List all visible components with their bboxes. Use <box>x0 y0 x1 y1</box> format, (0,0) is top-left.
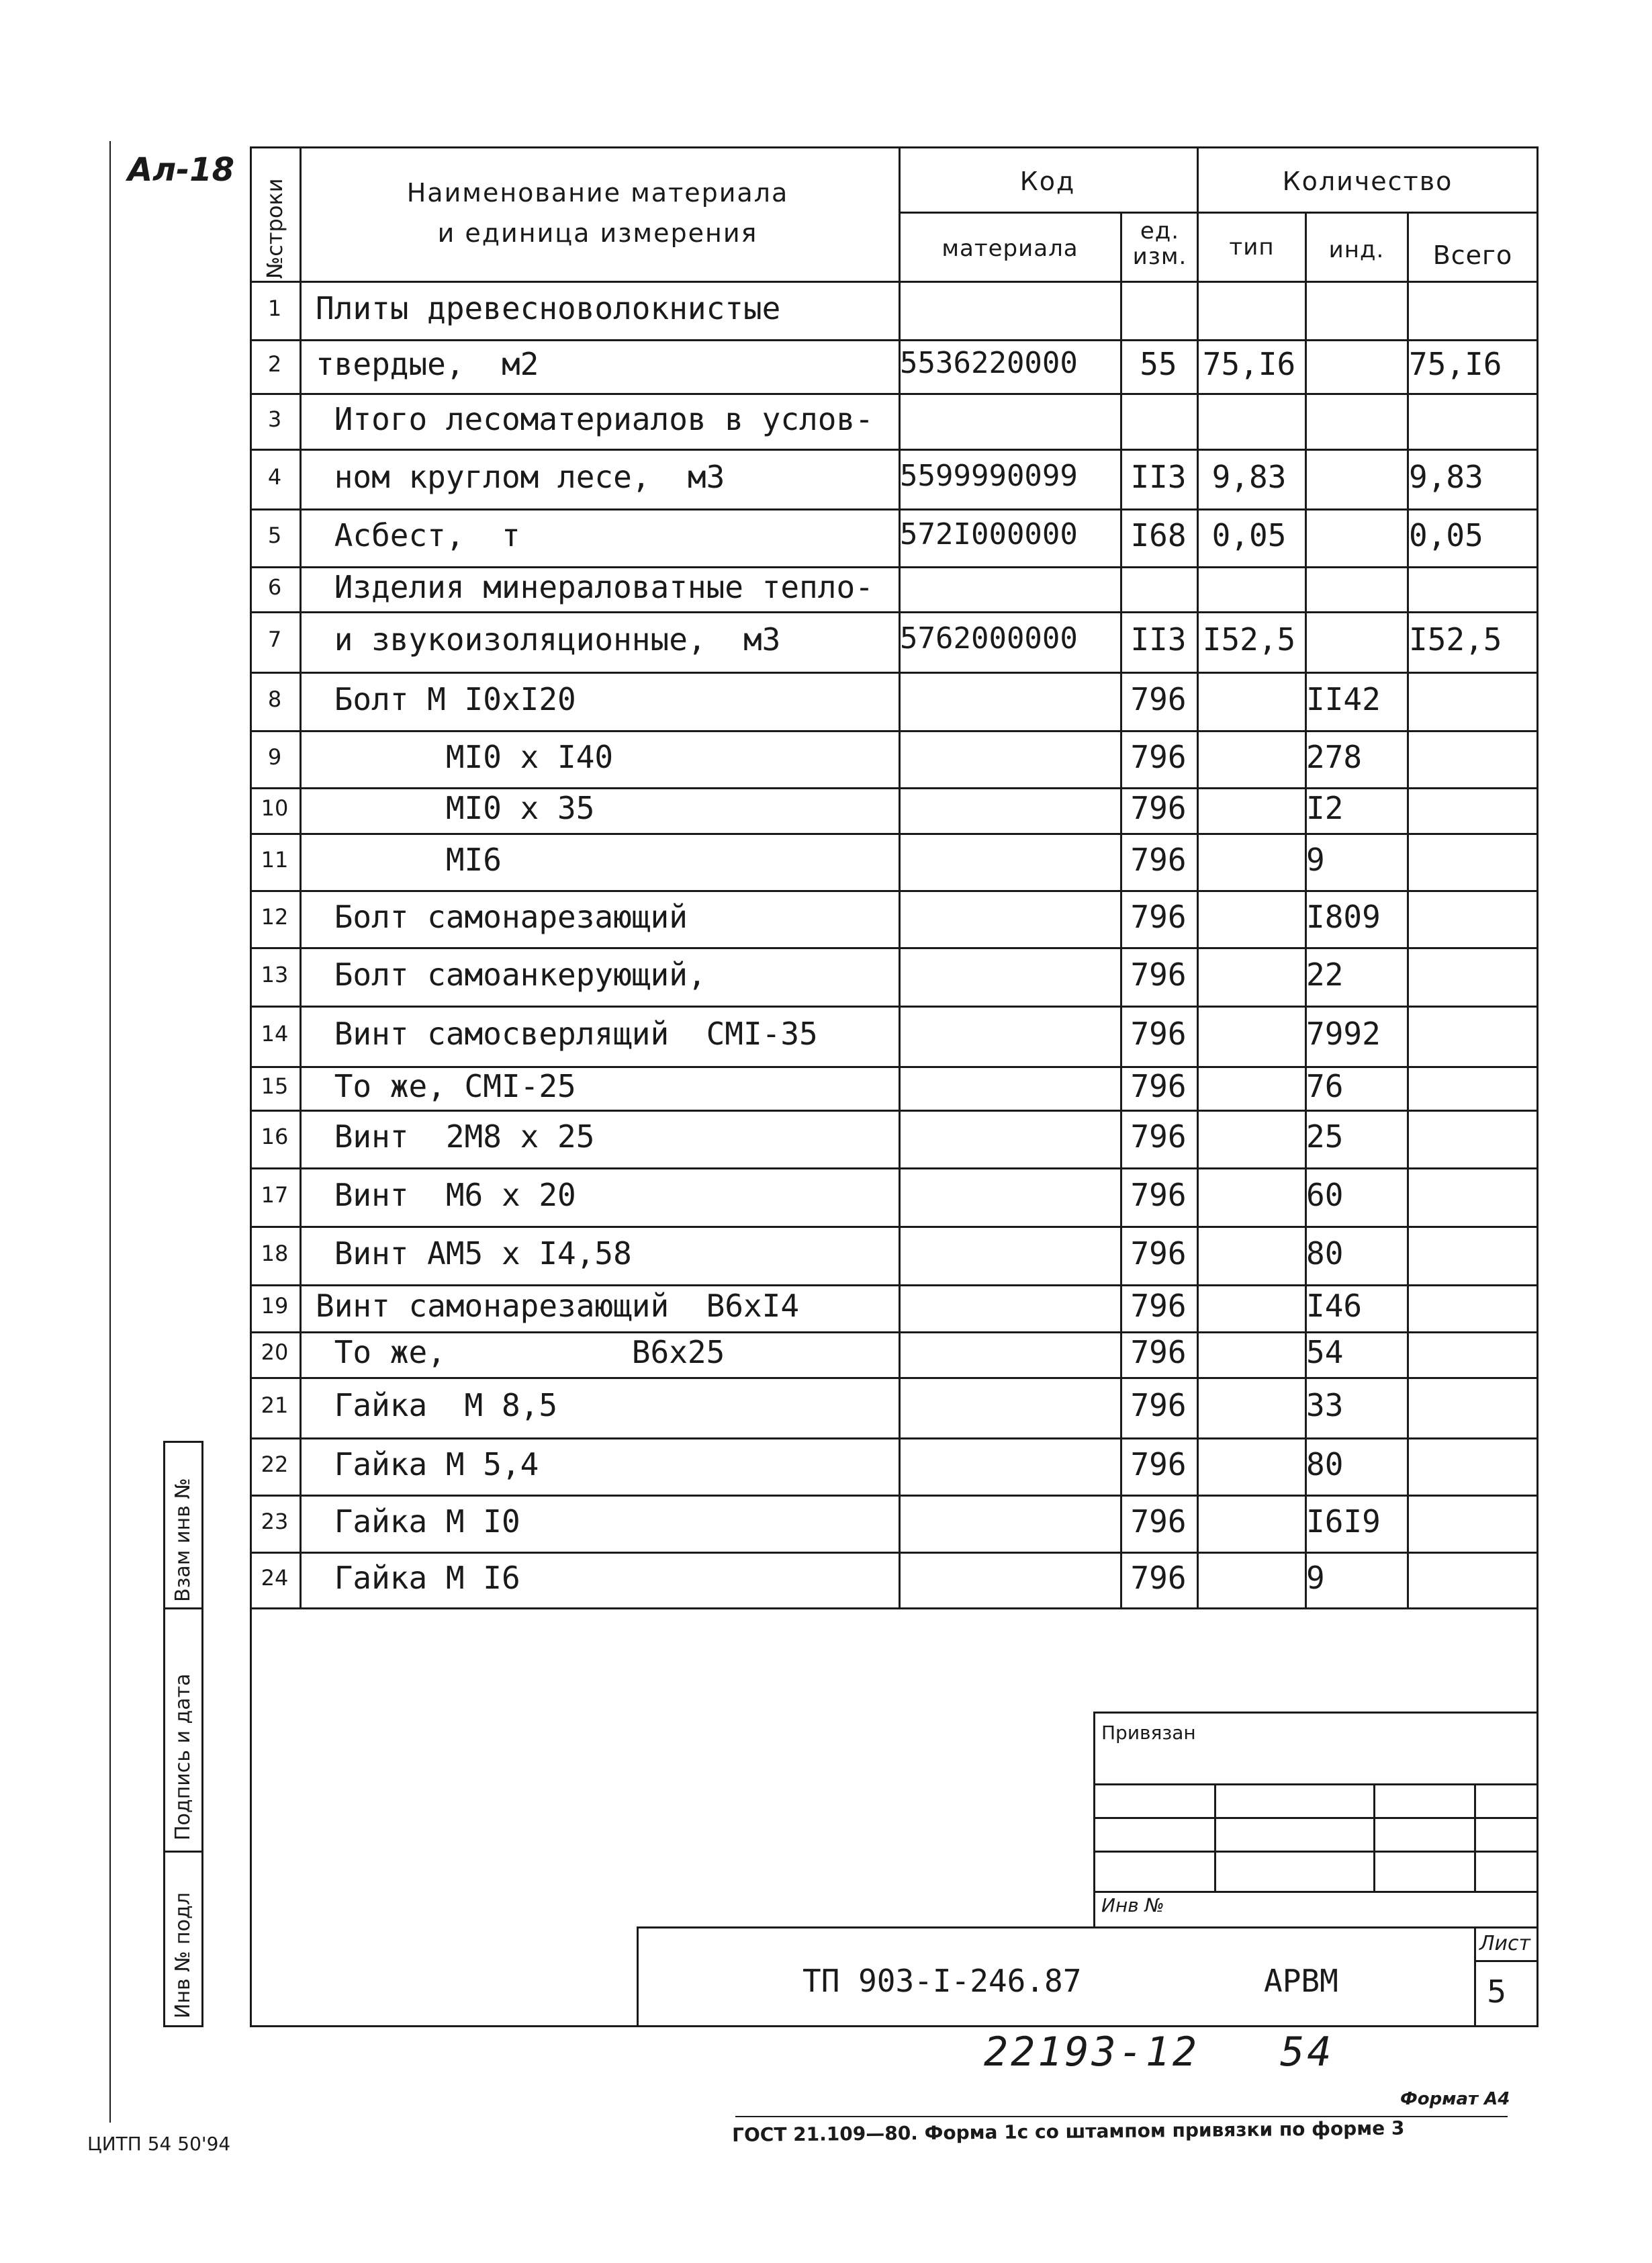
unit-code: 796 <box>1130 681 1187 717</box>
unit-code: 55 <box>1140 346 1177 382</box>
unit-code: I68 <box>1130 517 1187 553</box>
qty-individual: 60 <box>1306 1177 1344 1213</box>
material-code: 5762000000 <box>900 621 1078 656</box>
unit-code: 796 <box>1130 957 1187 993</box>
unit-code: 796 <box>1130 1068 1187 1104</box>
unit-code: 796 <box>1130 1334 1187 1370</box>
privyazan-label: Привязан <box>1101 1722 1196 1744</box>
material-name: ном круглом лесе, м3 <box>316 459 725 495</box>
qty-individual: 22 <box>1306 957 1344 993</box>
col-qty-ind-header: инд. <box>1328 236 1385 263</box>
row-number: 24 <box>261 1565 289 1591</box>
material-name: Винт самосверлящий СМI-35 <box>316 1016 818 1052</box>
qty-individual: 54 <box>1306 1334 1344 1370</box>
row-divider <box>250 947 1538 949</box>
material-name: То же, В6x25 <box>316 1334 725 1370</box>
qty-individual: II42 <box>1306 681 1381 717</box>
unit-code: 796 <box>1130 1235 1187 1272</box>
material-name: Болт самонарезающий <box>316 899 688 935</box>
row-divider <box>250 890 1538 892</box>
row-divider <box>250 339 1538 341</box>
col-code-material-header: материала <box>942 235 1079 262</box>
list-label: Лист <box>1479 1932 1531 1955</box>
row-number: 8 <box>267 686 282 712</box>
material-name: Асбест, т <box>316 517 520 553</box>
material-name: Гайка М 8,5 <box>316 1387 558 1423</box>
material-name: Плиты древесноволокнистые <box>316 290 781 326</box>
row-divider <box>250 1377 1538 1379</box>
inv-no-label: Инв № <box>1101 1894 1164 1916</box>
unit-code: II3 <box>1130 621 1187 658</box>
row-divider <box>250 1167 1538 1169</box>
qty-individual: 9 <box>1306 1560 1325 1596</box>
qty-total: 0,05 <box>1409 517 1483 553</box>
material-name: МI0 x I40 <box>316 739 614 775</box>
row-divider <box>250 1552 1538 1554</box>
row-number: 15 <box>261 1073 289 1099</box>
material-name: твердые, м2 <box>316 346 539 382</box>
format-label: Формат А4 <box>1400 2089 1510 2109</box>
unit-code: 796 <box>1130 790 1187 826</box>
row-number: 21 <box>261 1392 289 1418</box>
material-name: МI0 x 35 <box>316 790 595 826</box>
row-number: 3 <box>267 406 282 432</box>
album-number <box>984 2029 1334 2076</box>
row-divider <box>250 672 1538 674</box>
unit-code: 796 <box>1130 1016 1187 1052</box>
row-number: 16 <box>261 1124 289 1149</box>
unit-code: 796 <box>1130 1503 1187 1540</box>
row-number: 10 <box>261 795 289 821</box>
row-divider <box>250 566 1538 568</box>
row-number: 2 <box>267 351 282 377</box>
unit-code: 796 <box>1130 1446 1187 1482</box>
row-divider <box>250 508 1538 511</box>
corner-mark: Ал-18 <box>128 151 235 189</box>
footer-right: ГОСТ 21.109—80. Форма 1с со штампом привязки по форме 3 <box>732 2117 1405 2146</box>
row-number: 9 <box>267 744 282 770</box>
doc-mark: АРВМ <box>1264 1963 1338 1999</box>
unit-code: 796 <box>1130 739 1187 775</box>
unit-code: 796 <box>1130 842 1187 878</box>
row-divider <box>250 1226 1538 1228</box>
unit-code: 796 <box>1130 1560 1187 1596</box>
qty-individual: 9 <box>1306 842 1325 878</box>
left-margin-line <box>109 141 111 2123</box>
vzam-inv-label: Взам инв № <box>171 1478 195 1602</box>
row-divider <box>250 1331 1538 1333</box>
material-name: Гайка М 5,4 <box>316 1446 539 1482</box>
col-qty-group-header: Количество <box>1282 167 1453 196</box>
row-number: 12 <box>261 904 289 930</box>
row-number: 22 <box>261 1452 289 1477</box>
col-code-group-header: Код <box>1019 167 1076 196</box>
unit-code: 796 <box>1130 1177 1187 1213</box>
row-number: 7 <box>267 627 282 652</box>
material-name: Винт самонарезающий В6xI4 <box>316 1288 800 1324</box>
row-number: 23 <box>261 1509 289 1534</box>
row-divider <box>250 1006 1538 1008</box>
row-divider <box>250 1110 1538 1112</box>
row-number: 14 <box>261 1021 289 1047</box>
row-number: 13 <box>261 962 289 987</box>
row-number: 19 <box>261 1293 289 1319</box>
row-number: 5 <box>267 523 282 548</box>
podpis-data-label: Подпись и дата <box>171 1673 195 1840</box>
unit-code: 796 <box>1130 1288 1187 1324</box>
row-number: 18 <box>261 1241 289 1266</box>
row-divider <box>250 611 1538 613</box>
col-row-number-header: №строки <box>262 178 287 279</box>
material-name: Винт АМ5 x I4,58 <box>316 1235 632 1272</box>
qty-individual: I6I9 <box>1306 1503 1381 1540</box>
col-qty-type-header: тип <box>1229 234 1275 261</box>
row-divider <box>250 393 1538 395</box>
material-code: 5599990099 <box>900 459 1078 493</box>
material-name: Гайка М I6 <box>316 1560 520 1596</box>
row-divider <box>250 449 1538 451</box>
row-divider <box>250 1437 1538 1439</box>
unit-code: 796 <box>1130 899 1187 935</box>
col-name-header-line1: Наименование материала <box>406 178 789 208</box>
row-divider <box>250 730 1538 732</box>
material-name: Винт М6 x 20 <box>316 1177 576 1213</box>
qty-type: I52,5 <box>1202 621 1296 658</box>
material-name: Болт самоанкерующий, <box>316 957 706 993</box>
qty-individual: 7992 <box>1306 1016 1381 1052</box>
row-divider <box>250 1495 1538 1497</box>
qty-individual: 25 <box>1306 1118 1344 1155</box>
material-name: Винт 2М8 x 25 <box>316 1118 595 1155</box>
material-name: Болт М I0xI20 <box>316 681 576 717</box>
qty-individual: I46 <box>1306 1288 1363 1324</box>
material-name: Изделия минераловатные тепло- <box>316 569 874 605</box>
row-number: 6 <box>267 574 282 600</box>
qty-type: 9,83 <box>1211 459 1287 495</box>
album-number-value: 22193-12 <box>984 2029 1199 2076</box>
unit-code: 796 <box>1130 1118 1187 1155</box>
row-divider <box>250 787 1538 789</box>
qty-total: 75,I6 <box>1409 346 1502 382</box>
row-number: 4 <box>267 464 282 490</box>
qty-individual: I2 <box>1306 790 1344 826</box>
row-divider <box>250 833 1538 835</box>
row-number: 11 <box>261 847 289 873</box>
unit-code: 796 <box>1130 1387 1187 1423</box>
qty-individual: 278 <box>1306 739 1363 775</box>
list-value: 5 <box>1487 1973 1507 2010</box>
row-number: 20 <box>261 1339 289 1365</box>
row-divider <box>250 1284 1538 1286</box>
qty-individual: 80 <box>1306 1446 1344 1482</box>
col-code-unit-header: ед. изм. <box>1132 218 1187 270</box>
qty-individual: 80 <box>1306 1235 1344 1272</box>
material-code: 5536220000 <box>900 346 1078 380</box>
qty-individual: I809 <box>1306 899 1381 935</box>
qty-total: I52,5 <box>1409 621 1502 658</box>
material-name: Итого лесоматериалов в услов- <box>316 401 874 437</box>
row-number: 17 <box>261 1182 289 1208</box>
row-number: 1 <box>267 296 282 321</box>
footer-left: ЦИТП 54 50'94 <box>87 2133 231 2155</box>
col-name-header-line2: и единица измерения <box>437 218 758 248</box>
material-name: То же, СМI-25 <box>316 1068 576 1104</box>
qty-total: 9,83 <box>1409 459 1483 495</box>
material-code: 572I000000 <box>900 517 1078 551</box>
qty-type: 75,I6 <box>1202 346 1296 382</box>
material-name: Гайка М I0 <box>316 1503 520 1540</box>
unit-code: II3 <box>1130 459 1187 495</box>
material-name: МI6 <box>316 842 502 878</box>
qty-type: 0,05 <box>1211 517 1287 553</box>
doc-code: ТП 903-I-246.87 <box>802 1963 1082 1999</box>
qty-individual: 33 <box>1306 1387 1344 1423</box>
inv-podl-label: Инв № подл <box>171 1892 195 2018</box>
qty-individual: 76 <box>1306 1068 1344 1104</box>
album-page-value: 54 <box>1280 2029 1334 2076</box>
col-qty-total-header: Всего <box>1432 240 1513 270</box>
material-name: и звукоизоляционные, м3 <box>316 621 781 658</box>
